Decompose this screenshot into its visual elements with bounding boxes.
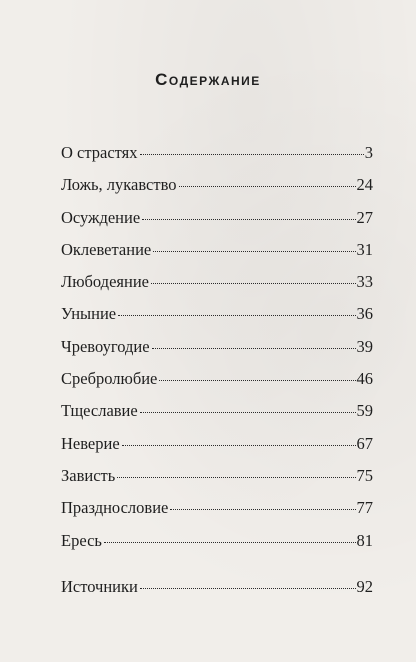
toc-entry-page: 67 xyxy=(356,433,373,453)
dot-leader xyxy=(151,283,356,284)
toc-entry-label: Ложь, лукавство xyxy=(61,175,177,195)
toc-entry-label: Уныние xyxy=(61,304,117,324)
dot-leader xyxy=(104,542,356,543)
dot-leader xyxy=(153,251,355,252)
dot-leader xyxy=(179,186,356,187)
dot-leader xyxy=(118,315,355,316)
toc-entry-label: Чревоугодие xyxy=(61,336,150,356)
toc-entry-page: 81 xyxy=(356,530,373,550)
toc-entry xyxy=(61,272,373,304)
toc-entry-label: Осуждение xyxy=(61,207,141,227)
toc-entry-label: Неверие xyxy=(61,433,120,453)
toc-entry-page: 31 xyxy=(356,239,373,259)
dot-leader xyxy=(122,445,356,446)
toc-entry xyxy=(61,175,373,207)
dot-leader xyxy=(142,219,355,220)
toc-entry-label: Зависть xyxy=(61,465,116,485)
toc-entry-label: О страстях xyxy=(61,143,138,162)
toc-entry xyxy=(61,401,373,433)
dot-leader xyxy=(140,154,364,155)
toc-entry-label: Тщеславие xyxy=(61,401,138,421)
toc-entry xyxy=(61,143,373,175)
toc-entry-page: 24 xyxy=(356,175,373,195)
table-of-contents xyxy=(61,143,373,609)
toc-entry-sources xyxy=(61,577,373,609)
toc-entry-page: 46 xyxy=(356,369,373,389)
toc-entry-label: Оклеветание xyxy=(61,239,152,259)
page-title: Содержание xyxy=(155,70,261,89)
toc-entry-page: 27 xyxy=(356,207,373,227)
toc-entry-label: Сребролюбие xyxy=(61,369,158,389)
toc-entry-page: 3 xyxy=(364,143,373,162)
toc-entry xyxy=(61,434,373,466)
dot-leader xyxy=(140,412,356,413)
toc-entry-label: Источники xyxy=(61,576,138,596)
dot-leader xyxy=(170,509,355,510)
toc-entry-label: Ересь xyxy=(61,530,102,550)
toc-entry xyxy=(61,466,373,498)
toc-entry-page: 39 xyxy=(356,336,373,356)
toc-entry-label: Любодеяние xyxy=(61,272,149,292)
dot-leader xyxy=(140,588,356,589)
toc-entry xyxy=(61,337,373,369)
dot-leader xyxy=(159,380,355,381)
toc-entry-page: 75 xyxy=(356,465,373,485)
toc-entry-page: 36 xyxy=(356,304,373,324)
toc-entry xyxy=(61,240,373,272)
dot-leader xyxy=(152,348,356,349)
toc-entry xyxy=(61,369,373,401)
toc-entry xyxy=(61,208,373,240)
toc-entry xyxy=(61,531,373,563)
toc-entry-page: 59 xyxy=(356,401,373,421)
toc-entry-page: 33 xyxy=(356,272,373,292)
toc-entry-label: Празднословие xyxy=(61,498,169,518)
toc-entry xyxy=(61,304,373,336)
toc-entry-page: 92 xyxy=(356,576,373,596)
toc-entry-page: 77 xyxy=(356,498,373,518)
toc-entry xyxy=(61,498,373,530)
dot-leader xyxy=(117,477,355,478)
